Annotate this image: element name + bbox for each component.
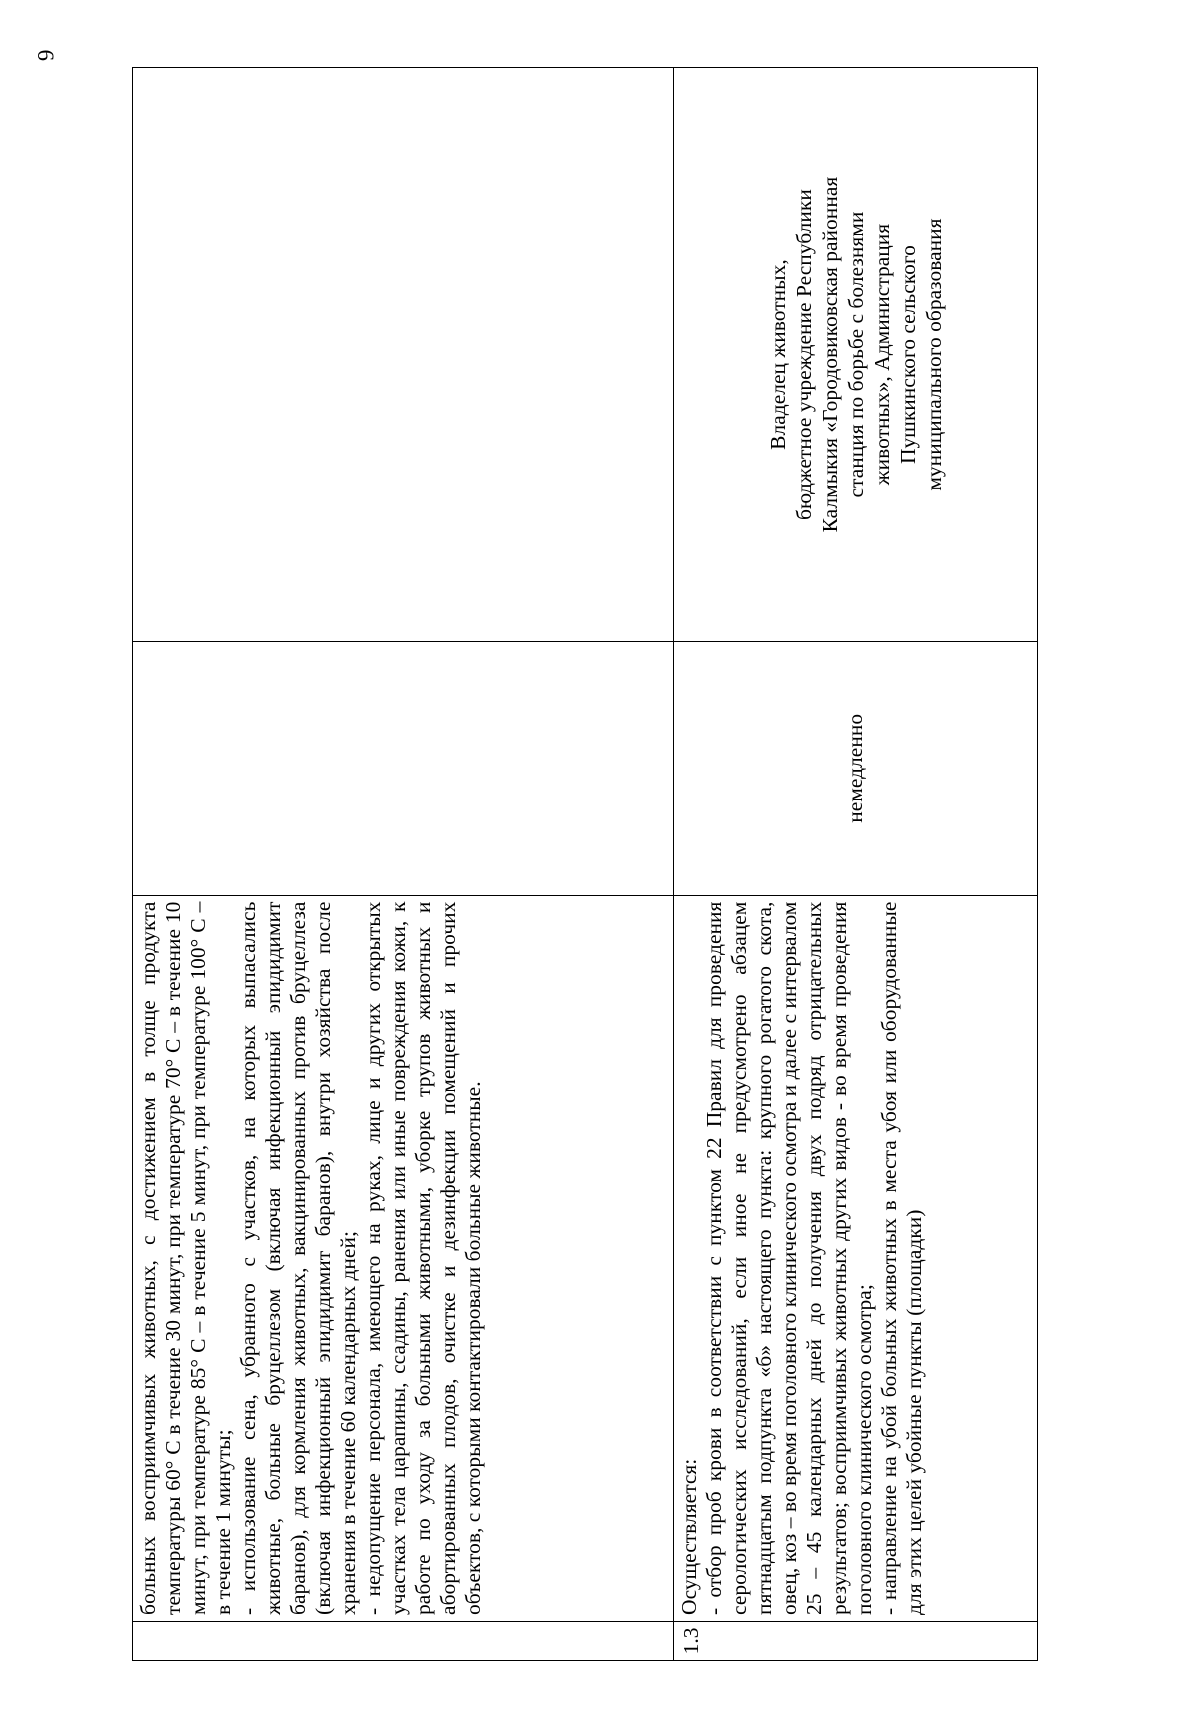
measure-paragraph: - направление на убой больных животных в места убоя или оборудованные для этих целей убойные пункты (площадки) xyxy=(877,901,926,1615)
measures-table xyxy=(132,67,1038,1661)
measure-paragraph: больных восприимчивых животных, с достижением в толще продукта температуры 60° С в течение 30 минут, при температуре 70° С – в течение 10 минут, при температуре 85° С – в течение 5 минут, при температуре 100° С – в течение 1 минуты; xyxy=(136,901,235,1615)
responsible-line: Калмыкия «Городовиковская районная xyxy=(817,176,842,533)
measure-text-cell xyxy=(674,895,1038,1621)
row-number-cell xyxy=(133,1621,674,1660)
term-text: немедленно xyxy=(843,713,867,823)
responsible-line: животных», Администрация xyxy=(869,223,894,486)
measure-text-cell xyxy=(133,895,674,1621)
responsible-line: Пушкинского сельского xyxy=(895,245,920,465)
measure-paragraph: Осуществляется: xyxy=(677,1458,701,1615)
row-number xyxy=(134,1623,138,1659)
responsible-cell xyxy=(133,68,674,642)
responsible-line: муниципального образования xyxy=(921,218,946,491)
responsible-cell xyxy=(674,68,1038,642)
responsible-line: станция по борьбе с болезнями xyxy=(843,211,868,498)
responsible-line: бюджетное учреждение Республики xyxy=(791,189,816,520)
term-cell xyxy=(674,642,1038,895)
term-cell xyxy=(133,642,674,895)
responsible-line: Владелец животных, xyxy=(765,259,790,450)
row-number-cell xyxy=(674,1621,1038,1660)
row-number: 1.3 xyxy=(679,1627,703,1655)
measure-paragraph: - недопущение персонала, имеющего на руках, лице и других открытых участках тела царапины, ссадины, ранения или иные повреждения кожи, к работе по уходу за больными животными, уборке трупов животных и абортированных плодов, очистке и дезинфекции помещений и прочих объектов, с которыми контактировали больные животные. xyxy=(361,901,485,1615)
table-row xyxy=(133,68,674,1661)
measure-paragraph: - отбор проб крови в соответствии с пунктом 22 Правил для проведения серологических исследований, если иное не предусмотрено абзацем пятнадцатым подпункта «б» настоящего пункта: крупного рогатого скота, овец, коз – во время поголовного клинического осмотра и далее с интервалом 25 – 45 календарных дней до получения двух подряд отрицательных результатов; восприимчивых животных других видов - во время проведения поголовного клинического осмотра; xyxy=(702,901,876,1615)
measure-paragraph: - использование сена, убранного с участков, на которых выпасались животные, больные бруцеллезом (включая инфекционный эпидидимит баранов), для кормления животных, вакцинированных против бруцеллеза (включая инфекционный эпидидимит баранов), внутри хозяйства после хранения в течение 60 календарных дней; xyxy=(236,901,360,1615)
page-number: 6 xyxy=(33,49,58,61)
table-row xyxy=(674,68,1038,1661)
